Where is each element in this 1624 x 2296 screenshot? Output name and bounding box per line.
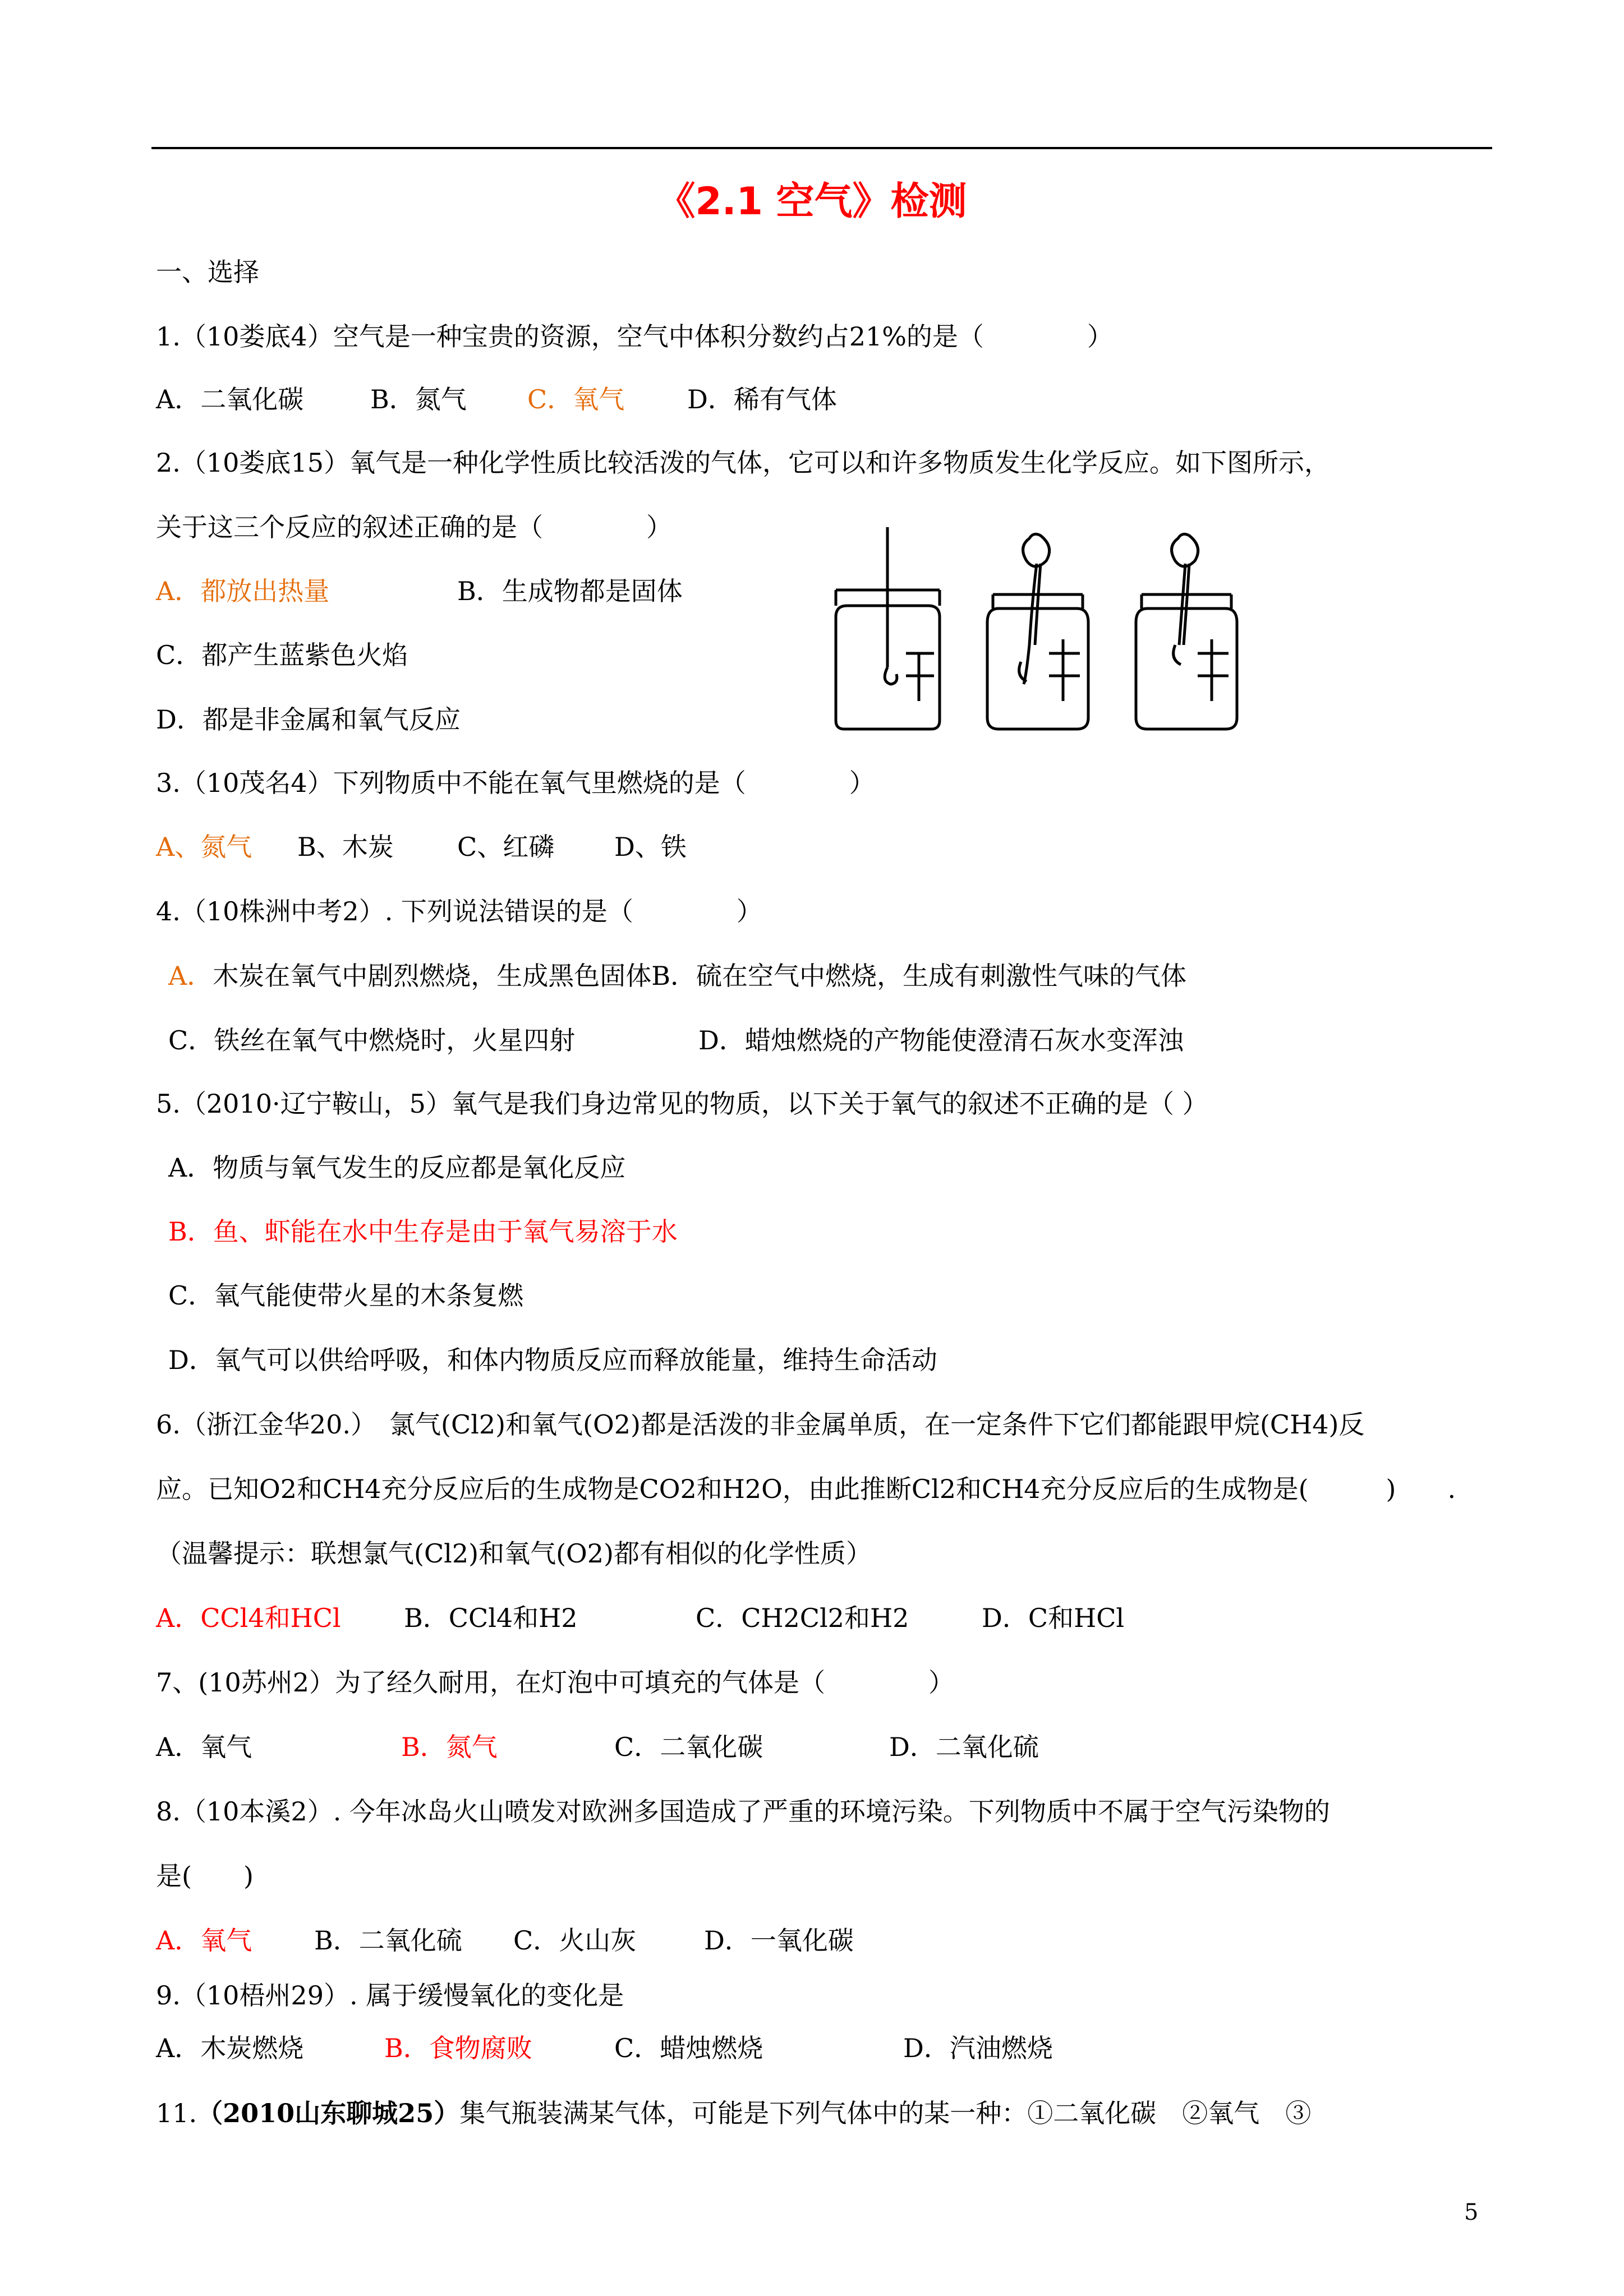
q3-option-b: B、木炭 [297,832,394,862]
q7-option-d: D．二氧化硫 [889,1732,1039,1762]
q4-option-a-b [168,959,1186,993]
q1-option-c: C．氧气 [527,384,625,414]
section-heading: 一、选择 [156,257,259,287]
q8-option-d: D．一氧化碳 [704,1925,854,1956]
q4-option-a-b-text: 木炭在氧气中剧烈燃烧，生成黑色固体B．硫在空气中燃烧，生成有刺激性气味的气体 [213,961,1187,991]
q9-option-a: A．木炭燃烧 [156,2033,304,2063]
q8-option-a: A．氧气 [156,1925,252,1956]
q7-option-b: B．氮气 [401,1732,498,1762]
q7-option-c: C．二氧化碳 [614,1732,763,1762]
q5-option-a: A．物质与氧气发生的反应都是氧化反应 [168,1152,626,1183]
q2-option-c: C．都产生蓝紫色火焰 [156,640,408,670]
gas-jar-3 [1136,534,1237,729]
q3-option-d: D、铁 [614,832,687,862]
q1-option-d: D．稀有气体 [687,384,837,414]
q1-option-a: A．二氧化碳 [156,384,304,414]
q3-option-a: A、氮气 [156,832,252,862]
q11-text: 集气瓶装满某气体，可能是下列气体中的某一种：①二氧化碳 ②氧气 ③ [459,2098,1312,2128]
q8-option-c: C．火山灰 [513,1925,637,1956]
q7-stem: 7、(10苏州2）为了经久耐用，在灯泡中可填充的气体是（ ） [156,1667,955,1698]
q7-option-a: A．氧气 [156,1732,252,1762]
q4-option-a-label: A． [168,961,213,991]
q9-option-d: D．汽油燃烧 [903,2033,1053,2063]
q8-stem-line2: 是( ) [156,1861,254,1891]
q2-option-d: D．都是非金属和氧气反应 [156,704,461,735]
q5-option-c: C．氧气能使带火星的木条复燃 [168,1280,524,1311]
q3-option-c: C、红磷 [457,832,555,862]
q11-stem [156,2096,1311,2130]
q5-option-d: D．氧气可以供给呼吸，和体内物质反应而释放能量，维持生命活动 [168,1345,937,1375]
q9-option-c: C．蜡烛燃烧 [614,2033,763,2063]
q5-option-b: B．鱼、虾能在水中生存是由于氧气易溶于水 [168,1216,678,1247]
q6-option-a: A．CCl4和HCl [156,1603,341,1633]
q1-option-b: B．氮气 [370,384,467,414]
q8-stem-line1: 8.（10本溪2）. 今年冰岛火山喷发对欧洲多国造成了严重的环境污染。下列物质中不属于空气污染物的 [156,1796,1330,1827]
q4-stem: 4.（10株洲中考2）. 下列说法错误的是（ ） [156,896,762,926]
q4-option-c: C．铁丝在氧气中燃烧时，火星四射 [168,1025,576,1055]
q11-source: （2010山东聊城25） [197,2098,460,2128]
q6-stem-line1: 6.（浙江金华20.） 氯气(Cl2)和氧气(O2)都是活泼的非金属单质，在一定条件下它们都能跟甲烷(CH4)反 [156,1409,1365,1440]
q2-option-a: A．都放出热量 [156,576,330,606]
q3-stem: 3.（10茂名4）下列物质中不能在氧气里燃烧的是（ ） [156,768,875,798]
q9-stem: 9.（10梧州29）. 属于缓慢氧化的变化是 [156,1980,624,2011]
q6-option-d: D．C和HCl [982,1603,1125,1633]
header-rule [151,147,1492,149]
q8-option-b: B．二氧化硫 [314,1925,462,1956]
q2-stem-line1: 2.（10娄底15）氧气是一种化学性质比较活泼的气体，它可以和许多物质发生化学反应。如下图所示， [156,448,1330,478]
q9-option-b: B．食物腐败 [384,2033,532,2063]
q6-option-c: C．CH2Cl2和H2 [696,1603,909,1633]
gas-jars-figure [825,527,1251,735]
q6-stem-line3: （温馨提示：联想氯气(Cl2)和氧气(O2)都有相似的化学性质） [156,1538,872,1569]
q2-option-b: B．生成物都是固体 [457,576,683,606]
q11-number: 11. [156,2098,197,2128]
q6-stem-line2: 应。已知O2和CH4充分反应后的生成物是CO2和H2O，由此推断Cl2和CH4充分反应后的生成物是( ) . [156,1474,1456,1504]
q2-stem-line2: 关于这三个反应的叙述正确的是（ ） [156,512,672,542]
q6-option-b: B．CCl4和H2 [404,1603,578,1633]
q1-stem: 1.（10娄底4）空气是一种宝贵的资源，空气中体积分数约占21%的是（ ） [156,321,1113,352]
q4-option-d: D．蜡烛燃烧的产物能使澄清石灰水变浑浊 [698,1025,1184,1055]
gas-jar-1 [836,527,940,729]
q5-stem: 5.（2010·辽宁鞍山，5）氧气是我们身边常见的物质，以下关于氧气的叙述不正确的是（ ） [156,1089,1208,1119]
gas-jar-2 [987,534,1088,729]
page-number: 5 [1464,2200,1479,2225]
page-title: 《2.1 空气》检测 [657,179,967,224]
